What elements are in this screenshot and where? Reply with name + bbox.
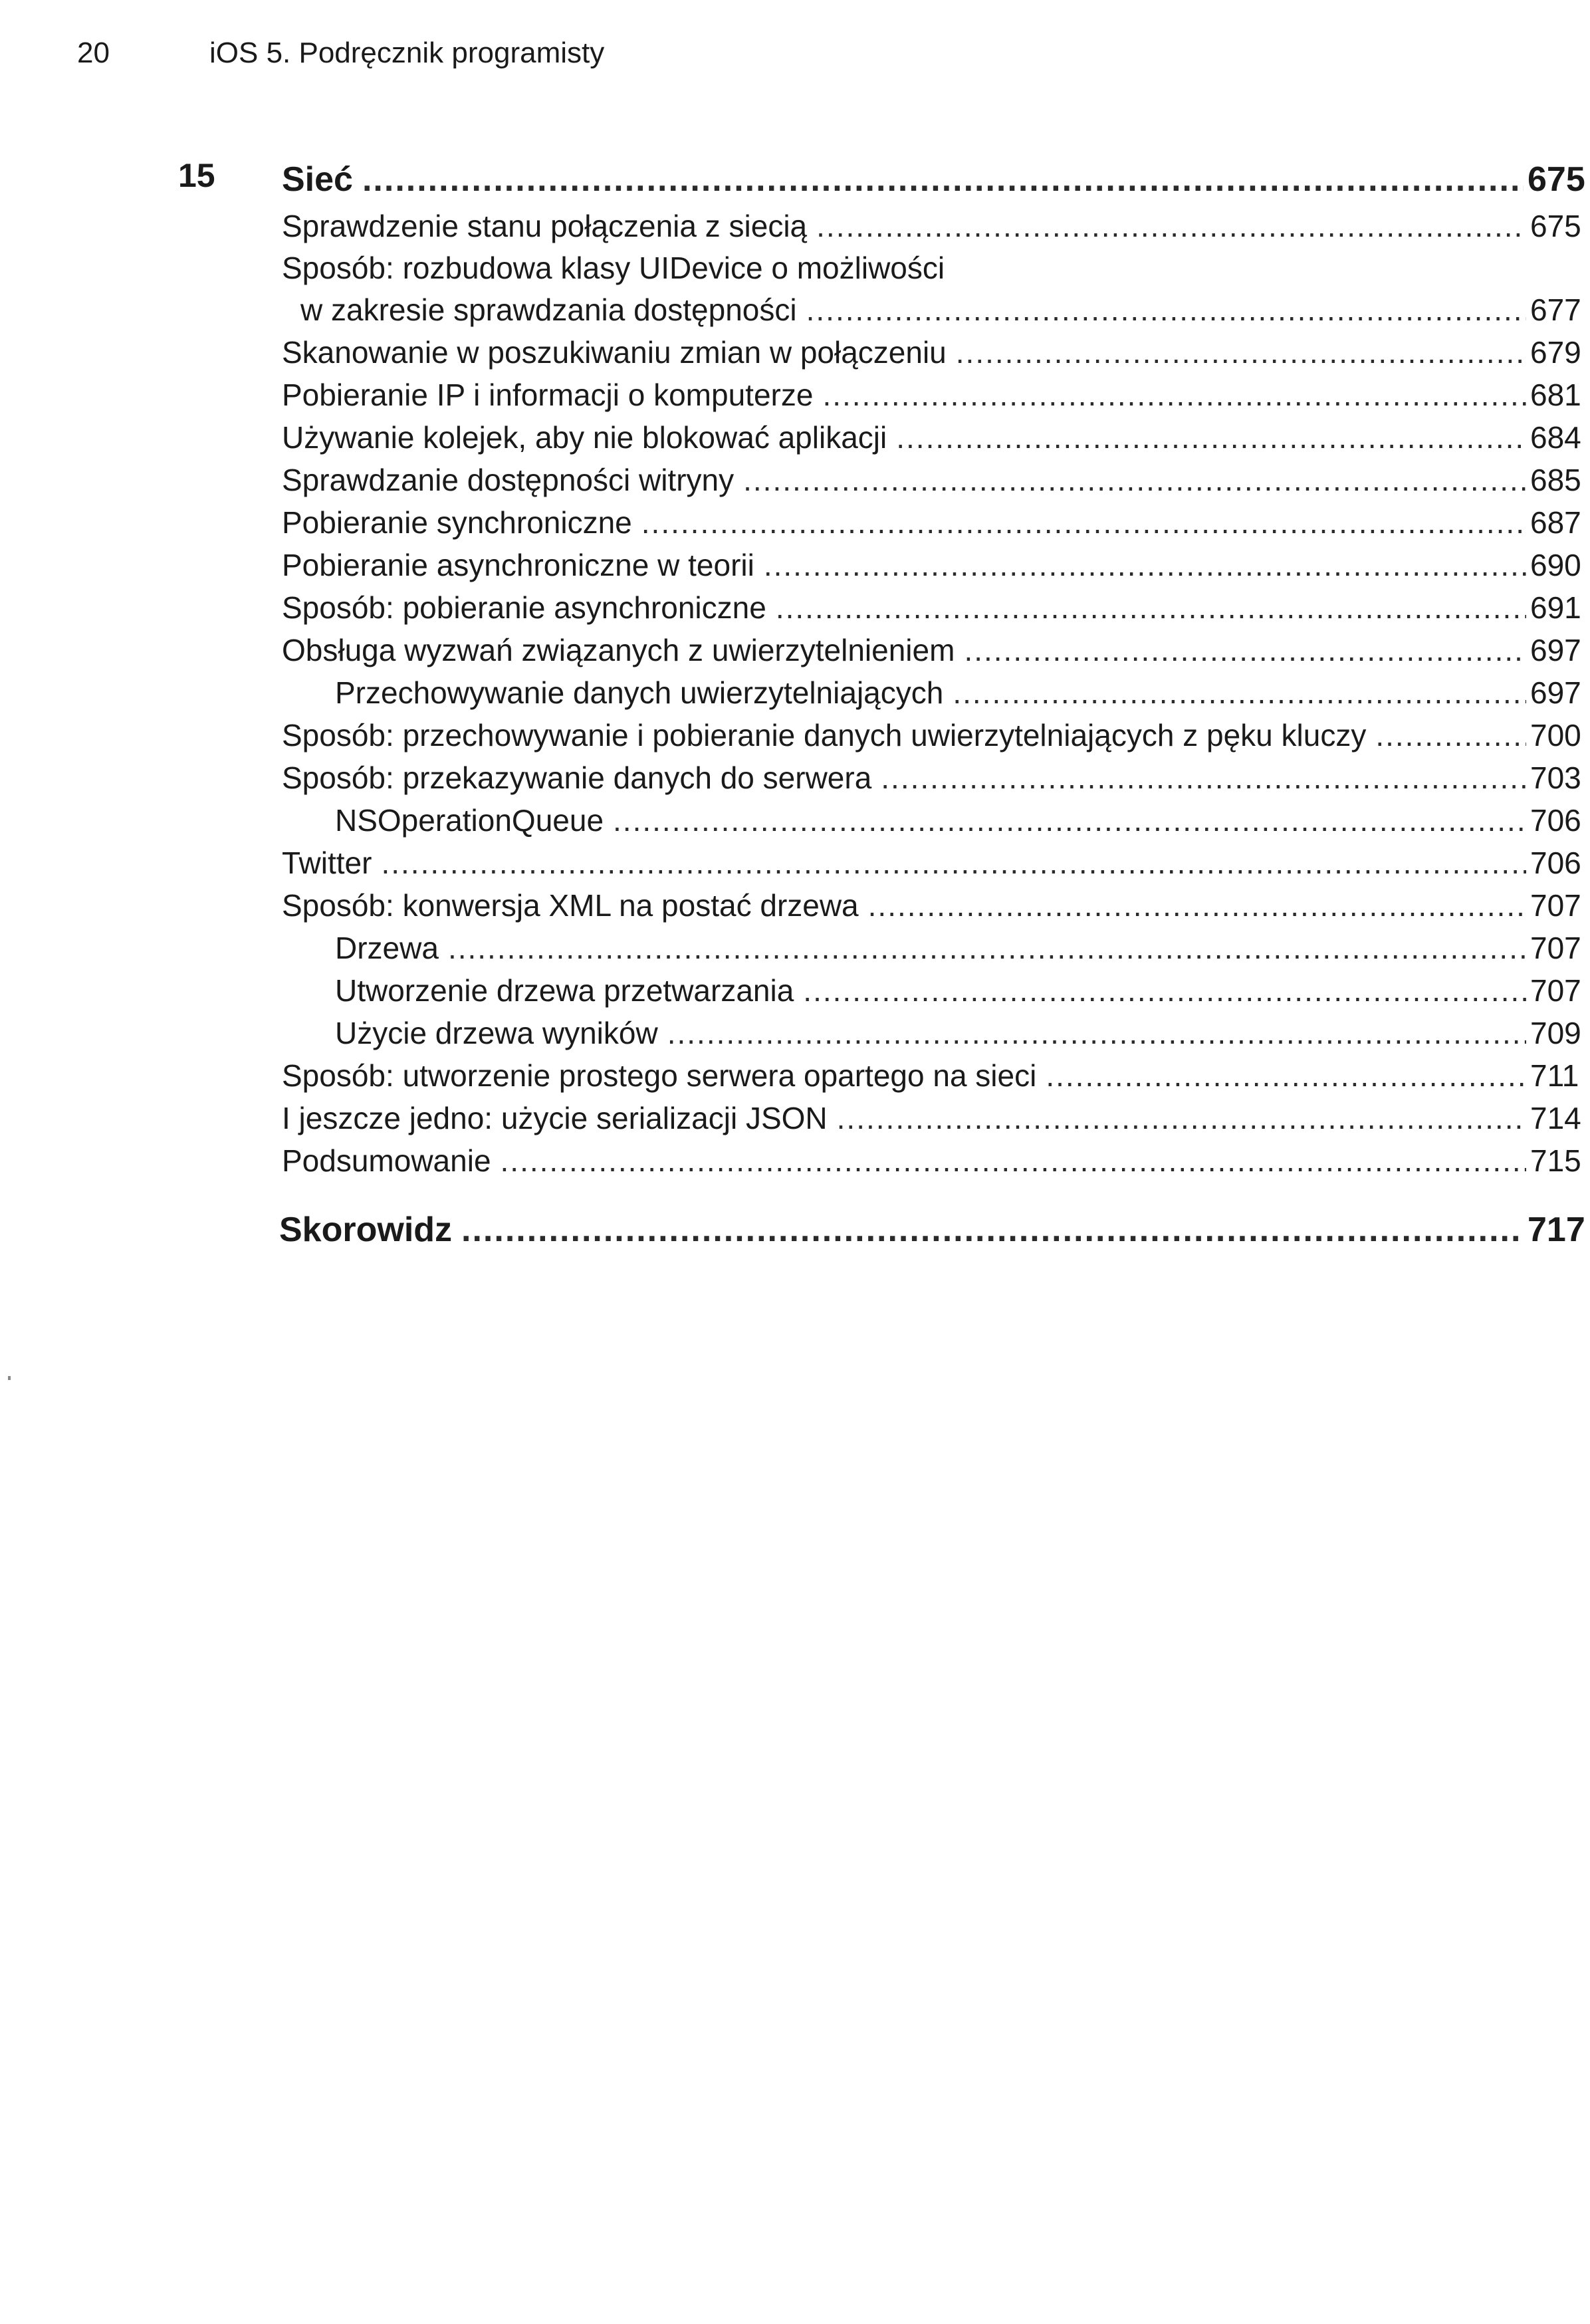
- entry-title: Podsumowanie: [282, 1143, 491, 1178]
- dot-leader: [953, 671, 1526, 714]
- entry-title: Używanie kolejek, aby nie blokować aplikacji: [282, 420, 887, 455]
- dot-leader: [501, 1139, 1526, 1182]
- entry-title: Utworzenie drzewa przetwarzania: [335, 973, 794, 1008]
- dot-leader: [956, 331, 1526, 374]
- dot-leader: [776, 586, 1526, 629]
- toc-entry[interactable]: [0, 1139, 1590, 1182]
- dot-leader: [881, 756, 1526, 799]
- entry-title: Skanowanie w poszukiwaniu zmian w połączeniu: [282, 335, 947, 370]
- dot-leader: [743, 459, 1526, 501]
- dot-leader: [448, 927, 1526, 969]
- entry-title: Twitter: [282, 846, 372, 880]
- entry-page: 675: [1530, 209, 1581, 243]
- toc-entry[interactable]: [0, 884, 1590, 927]
- chapter-title: Sieć: [282, 160, 353, 199]
- dot-leader: [822, 374, 1526, 416]
- entry-page: 706: [1530, 803, 1581, 838]
- entry-title: Sposób: przekazywanie danych do serwera: [282, 760, 872, 795]
- entry-page: 690: [1530, 548, 1581, 582]
- dot-leader: [764, 544, 1526, 586]
- index-title: Skorowidz: [279, 1211, 453, 1249]
- toc-entry[interactable]: [0, 205, 1590, 247]
- entry-page: 700: [1530, 718, 1581, 753]
- entry-title: Użycie drzewa wyników: [335, 1016, 658, 1050]
- entry-title: Sprawdzanie dostępności witryny: [282, 463, 735, 497]
- toc-entry[interactable]: [0, 331, 1590, 374]
- toc-entry[interactable]: [0, 374, 1590, 416]
- toc-entry[interactable]: [0, 247, 1590, 289]
- toc-subentry[interactable]: [0, 969, 1590, 1012]
- table-of-contents: [0, 154, 1590, 1255]
- entry-page: 679: [1530, 335, 1581, 370]
- entry-title: Obsługa wyzwań związanych z uwierzytelnieniem: [282, 633, 955, 667]
- entry-page: 687: [1530, 505, 1581, 540]
- entry-page: 697: [1530, 633, 1581, 667]
- toc-entry[interactable]: [0, 629, 1590, 671]
- toc-entry[interactable]: [0, 842, 1590, 884]
- dot-leader: [837, 1097, 1526, 1139]
- entry-page: 715: [1530, 1143, 1581, 1178]
- dot-leader: [868, 884, 1526, 927]
- toc-subentry[interactable]: [0, 671, 1590, 714]
- dot-leader: [896, 416, 1526, 459]
- toc-subentry[interactable]: [0, 927, 1590, 969]
- dot-leader: [461, 1205, 1524, 1255]
- entry-page: 707: [1530, 888, 1581, 923]
- entry-title: Drzewa: [335, 931, 439, 965]
- toc-entry[interactable]: [0, 501, 1590, 544]
- entry-title: Pobieranie synchroniczne: [282, 505, 632, 540]
- toc-entry[interactable]: [0, 459, 1590, 501]
- dot-leader: [381, 842, 1526, 884]
- entry-title: Sposób: konwersja XML na postać drzewa: [282, 888, 859, 923]
- toc-index-entry[interactable]: [0, 1205, 1590, 1255]
- entry-page: 685: [1530, 463, 1581, 497]
- dot-leader: [816, 205, 1526, 247]
- dot-leader: [613, 799, 1526, 842]
- entry-title: Sprawdzenie stanu połączenia z siecią: [282, 209, 808, 243]
- toc-chapter-heading[interactable]: [0, 154, 1590, 205]
- entry-page: 706: [1530, 846, 1581, 880]
- entry-title: Sposób: przechowywanie i pobieranie danych uwierzytelniających z pęku kluczy: [282, 718, 1367, 753]
- toc-subentry[interactable]: [0, 1012, 1590, 1054]
- toc-entry-continuation[interactable]: [0, 289, 1590, 331]
- entry-page: 677: [1530, 292, 1581, 327]
- entry-page: 684: [1530, 420, 1581, 455]
- book-title: iOS 5. Podręcznik programisty: [209, 37, 605, 69]
- dot-leader: [803, 969, 1526, 1012]
- dot-leader: [964, 629, 1526, 671]
- entry-page: 707: [1530, 931, 1581, 965]
- dot-leader: [1375, 714, 1526, 756]
- chapter-page: 675: [1528, 160, 1585, 199]
- entry-page: 714: [1530, 1101, 1581, 1135]
- entry-page: 697: [1530, 675, 1581, 710]
- entry-title: Przechowywanie danych uwierzytelniających: [335, 675, 944, 710]
- toc-entry[interactable]: [0, 714, 1590, 756]
- entry-page: 681: [1530, 378, 1581, 412]
- toc-subentry[interactable]: [0, 799, 1590, 842]
- dot-leader: [641, 501, 1526, 544]
- entry-page: 703: [1530, 760, 1581, 795]
- entry-title: Sposób: rozbudowa klasy UIDevice o możliwości: [282, 251, 945, 285]
- entry-title: Sposób: pobieranie asynchroniczne: [282, 590, 766, 625]
- entry-title: w zakresie sprawdzania dostępności: [300, 292, 797, 327]
- entry-title: Sposób: utworzenie prostego serwera opartego na sieci: [282, 1058, 1037, 1093]
- toc-entry[interactable]: [0, 1097, 1590, 1139]
- toc-entry[interactable]: [0, 416, 1590, 459]
- index-page: 717: [1528, 1211, 1585, 1249]
- page-number: 20: [77, 37, 110, 69]
- dot-leader: [1046, 1054, 1526, 1097]
- toc-entry[interactable]: [0, 586, 1590, 629]
- dot-leader: [667, 1012, 1526, 1054]
- chapter-number: 15: [178, 157, 215, 194]
- dot-leader: [362, 154, 1524, 205]
- toc-entry[interactable]: [0, 756, 1590, 799]
- toc-entry[interactable]: [0, 544, 1590, 586]
- scan-speck: [8, 1376, 11, 1380]
- entry-page: 707: [1530, 973, 1581, 1008]
- entry-title: I jeszcze jedno: użycie serializacji JSON: [282, 1101, 828, 1135]
- entry-title: NSOperationQueue: [335, 803, 604, 838]
- entry-title: Pobieranie IP i informacji o komputerze: [282, 378, 814, 412]
- entry-page: 709: [1530, 1016, 1581, 1050]
- toc-entry[interactable]: [0, 1054, 1590, 1097]
- entry-page: 691: [1530, 590, 1581, 625]
- entry-title: Pobieranie asynchroniczne w teorii: [282, 548, 754, 582]
- entry-page: 711: [1530, 1058, 1579, 1093]
- dot-leader: [806, 289, 1526, 331]
